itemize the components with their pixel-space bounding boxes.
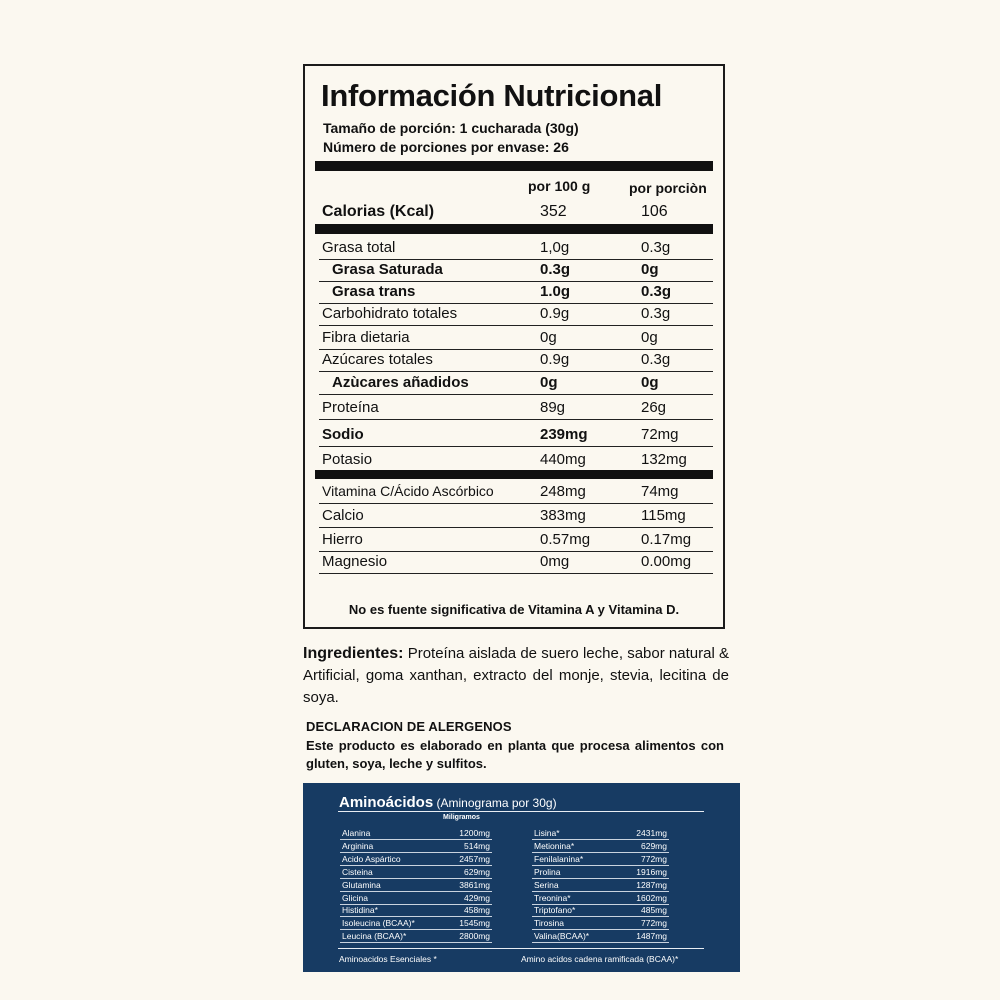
nutrient-per-portion: 0.3g <box>641 283 672 300</box>
amino-value: 485mg <box>641 905 667 916</box>
amino-value: 2431mg <box>636 828 667 838</box>
amino-row <box>532 866 669 879</box>
amino-subtitle: (Aminograma por 30g) <box>433 796 557 810</box>
amino-value: 629mg <box>464 866 490 877</box>
amino-name: Arginina <box>342 840 374 851</box>
amino-name: Prolina <box>534 866 561 877</box>
nutrient-row <box>319 260 713 282</box>
nutrient-per-100g: 440mg <box>540 451 586 468</box>
amino-value: 629mg <box>641 840 667 851</box>
column-header-per-portion: por porciòn <box>629 180 707 196</box>
amino-row <box>340 853 492 866</box>
amino-row <box>532 892 669 905</box>
amino-value: 1487mg <box>636 931 667 942</box>
amino-unit-label: Miligramos <box>443 814 480 821</box>
amino-value: 1200mg <box>459 828 490 838</box>
vitamin-per-100g: 0mg <box>540 553 570 570</box>
vitamin-name: Vitamina C/Ácido Ascórbico <box>322 483 494 499</box>
vitamin-per-portion: 0.17mg <box>641 531 692 548</box>
vitamin-per-portion: 115mg <box>641 507 686 524</box>
amino-name: Valina(BCAA)* <box>534 931 590 942</box>
serving-size: Tamaño de porción: 1 cucharada (30g) <box>323 120 579 136</box>
amino-value: 458mg <box>464 905 490 916</box>
amino-name: Glicina <box>342 892 368 903</box>
calories-per-100g: 352 <box>540 203 567 220</box>
nutrient-per-portion: 0.3g <box>641 239 671 256</box>
amino-footnote-bcaa: Amino acidos cadena ramificada (BCAA)* <box>521 954 679 964</box>
amino-title-text: Aminoácidos <box>339 794 434 811</box>
amino-divider <box>338 811 704 812</box>
amino-value: 1287mg <box>636 879 667 890</box>
vitamin-row <box>319 506 713 528</box>
vitamin-name: Calcio <box>322 507 364 524</box>
nutrient-name: Grasa Saturada <box>332 261 443 278</box>
ingredients-text: Proteína aislada de suero leche, sabor natural & Artificial, goma xanthan, extracto del monje, stevia, lecitina de soya. <box>303 645 729 706</box>
nutrient-per-100g: 1,0g <box>540 239 570 256</box>
nutrient-per-100g: 0.9g <box>540 305 570 322</box>
vitamin-per-100g: 383mg <box>540 507 586 524</box>
vitamin-per-portion: 0.00mg <box>641 553 692 570</box>
amino-value: 772mg <box>641 853 667 864</box>
nutrient-row <box>319 238 713 260</box>
ingredients-label: Ingredientes: <box>303 645 404 662</box>
thick-divider <box>315 161 713 171</box>
nutrition-facts-panel <box>303 64 725 629</box>
amino-row <box>340 840 492 853</box>
vitamin-per-100g: 0.57mg <box>540 531 591 548</box>
nutrient-name: Sodio <box>322 426 364 443</box>
amino-row <box>340 904 492 917</box>
amino-row <box>532 917 669 930</box>
vitamin-per-portion: 74mg <box>641 483 679 500</box>
nutrient-per-portion: 0.3g <box>641 305 671 322</box>
nutrient-per-portion: 0.3g <box>641 351 671 368</box>
column-header-per-100g: por 100 g <box>528 178 591 194</box>
nutrient-per-portion: 26g <box>641 399 667 416</box>
nutrient-name: Azùcares añadidos <box>332 374 469 391</box>
nutrient-row <box>319 304 713 326</box>
nutrient-row <box>319 282 713 304</box>
nutrient-per-portion: 72mg <box>641 426 679 443</box>
amino-row <box>340 879 492 892</box>
amino-value: 429mg <box>464 892 490 903</box>
amino-row <box>340 930 492 943</box>
thick-divider <box>315 470 713 479</box>
nutrient-per-100g: 0g <box>540 329 557 346</box>
amino-name: Lisina* <box>534 828 560 838</box>
vitamin-row <box>319 552 713 574</box>
amino-row <box>532 853 669 866</box>
amino-title <box>339 794 557 811</box>
nutrient-per-portion: 0g <box>641 261 659 278</box>
amino-row <box>532 904 669 917</box>
label-title: Información Nutricional <box>321 78 663 113</box>
amino-name: Isoleucina (BCAA)* <box>342 918 415 929</box>
nutrient-name: Grasa trans <box>332 283 416 300</box>
amino-value: 514mg <box>464 840 490 851</box>
nutrient-per-100g: 89g <box>540 399 566 416</box>
amino-name: Metionina* <box>534 840 575 851</box>
amino-acids-panel <box>303 783 740 972</box>
amino-name: Glutamina <box>342 879 381 890</box>
amino-name: Triptofano* <box>534 905 576 916</box>
allergens-text: Este producto es elaborado en planta que procesa alimentos con gluten, soya, leche y sulfitos. <box>306 738 724 771</box>
vitamin-note: No es fuente significativa de Vitamina A y Vitamina D. <box>348 602 680 617</box>
nutrient-row <box>319 398 713 420</box>
calories-per-portion: 106 <box>641 203 668 220</box>
amino-value: 3861mg <box>459 879 490 890</box>
nutrient-name: Proteína <box>322 399 379 416</box>
amino-row <box>340 827 492 840</box>
vitamin-row <box>319 530 713 552</box>
servings-per-container: Número de porciones por envase: 26 <box>323 139 569 155</box>
calories-label: Calorias (Kcal) <box>322 203 435 220</box>
amino-value: 772mg <box>641 918 667 929</box>
nutrient-row <box>319 373 713 395</box>
vitamin-per-100g: 248mg <box>540 483 586 500</box>
amino-row <box>340 892 492 905</box>
nutrient-name: Grasa total <box>322 239 396 256</box>
nutrient-per-100g: 1.0g <box>540 283 571 300</box>
nutrient-per-100g: 0g <box>540 374 558 391</box>
amino-row <box>340 866 492 879</box>
nutrient-per-portion: 0g <box>641 374 659 391</box>
calories-row <box>319 202 713 224</box>
amino-name: Treonina* <box>534 892 571 903</box>
amino-row <box>532 879 669 892</box>
nutrient-per-100g: 239mg <box>540 426 588 443</box>
nutrient-row <box>319 450 713 472</box>
vitamin-name: Magnesio <box>322 553 388 570</box>
amino-name: Cisteina <box>342 866 373 877</box>
amino-name: Fenilalanina* <box>534 853 584 864</box>
amino-value: 1602mg <box>636 892 667 903</box>
amino-row <box>532 827 669 840</box>
nutrient-row <box>319 350 713 372</box>
amino-value: 2457mg <box>459 853 490 864</box>
nutrient-row <box>319 425 713 447</box>
allergens-title: DECLARACION DE ALERGENOS <box>306 719 512 734</box>
amino-name: Alanina <box>342 828 371 838</box>
amino-value: 1916mg <box>636 866 667 877</box>
amino-name: Histidina* <box>342 905 378 916</box>
amino-row <box>340 917 492 930</box>
amino-divider <box>338 948 704 949</box>
nutrient-name: Fibra dietaria <box>322 329 410 346</box>
amino-value: 2800mg <box>459 931 490 942</box>
nutrient-per-100g: 0.9g <box>540 351 570 368</box>
amino-name: Serina <box>534 879 559 890</box>
amino-row <box>532 930 669 943</box>
nutrient-name: Azúcares totales <box>322 351 433 368</box>
amino-name: Acido Aspártico <box>342 853 401 864</box>
amino-footnote-essential: Aminoacidos Esenciales * <box>339 954 437 964</box>
nutrient-name: Potasio <box>322 451 373 468</box>
amino-name: Leucina (BCAA)* <box>342 931 407 942</box>
nutrient-name: Carbohidrato totales <box>322 305 458 322</box>
vitamin-row <box>319 482 713 504</box>
nutrient-per-portion: 0g <box>641 329 658 346</box>
vitamin-name: Hierro <box>322 531 363 548</box>
amino-name: Tirosina <box>534 918 564 929</box>
nutrient-per-portion: 132mg <box>641 451 687 468</box>
nutrient-row <box>319 328 713 350</box>
ingredients-section <box>303 643 729 709</box>
amino-value: 1545mg <box>459 918 490 929</box>
amino-row <box>532 840 669 853</box>
thick-divider <box>315 224 713 234</box>
nutrient-per-100g: 0.3g <box>540 261 571 278</box>
